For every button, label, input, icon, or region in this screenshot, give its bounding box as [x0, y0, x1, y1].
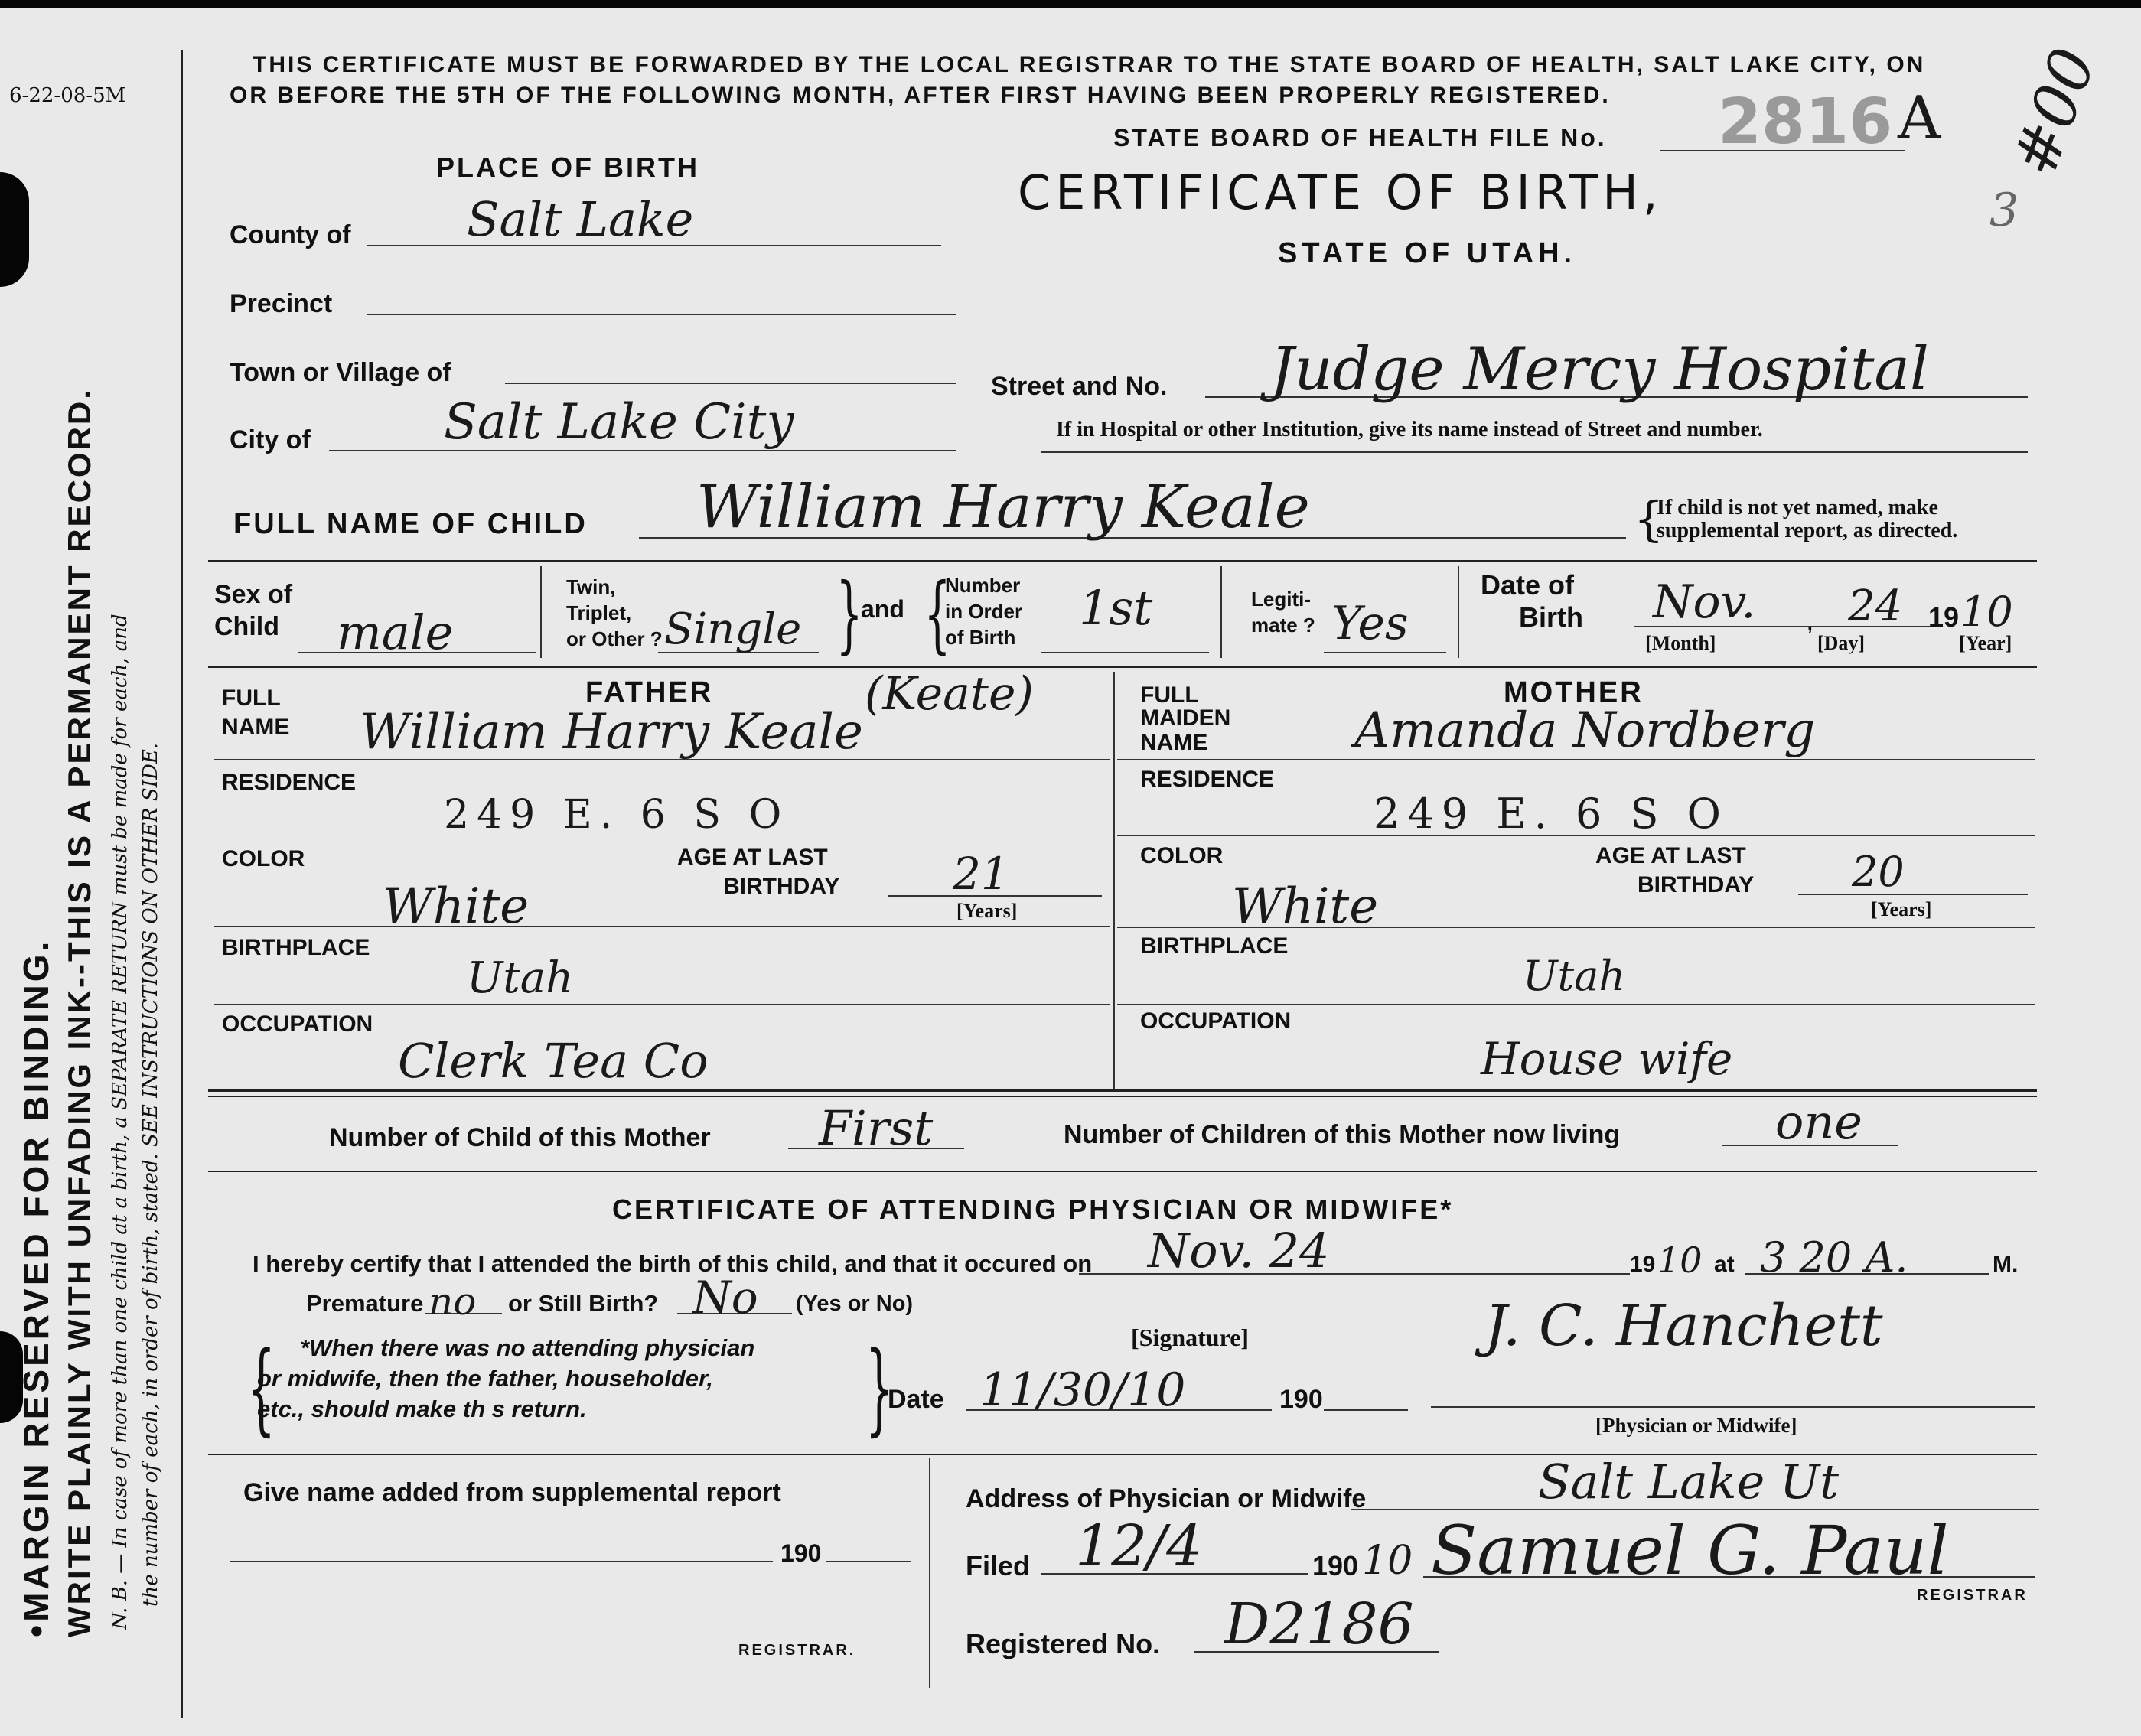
mother-residence-value: 249 E. 6 S O [1374, 790, 1729, 838]
child-name-brace: { [1634, 491, 1664, 547]
rule-physician-top [208, 1171, 2037, 1172]
order-value: 1st [1079, 580, 1153, 636]
note-brace-left: { [246, 1330, 275, 1446]
dob-year-value: 10 [1960, 588, 2013, 636]
father-name-label-line1: FULL [222, 686, 281, 711]
mother-birthplace-value: Utah [1523, 952, 1626, 1000]
twin-brace: } [836, 565, 863, 663]
at-label: at [1714, 1252, 1735, 1277]
sex-label-line2: Child [214, 612, 279, 641]
child-name-note-line1: If child is not yet named, make [1657, 496, 1938, 519]
address-value: Salt Lake Ut [1538, 1454, 1840, 1510]
order-label-line1: Number [945, 574, 1021, 597]
cert-year-prefix: 19 [1630, 1252, 1656, 1277]
rule-parents-top [208, 666, 2037, 668]
note-brace-right: } [865, 1330, 894, 1446]
filed-label: Filed [966, 1550, 1031, 1581]
twin-label-line1: Twin, [566, 575, 616, 598]
mother-years-caption: [Years] [1871, 898, 1932, 920]
mother-residence-label: RESIDENCE [1140, 767, 1275, 792]
meridian-suffix: M. [1993, 1252, 2019, 1277]
father-name-label-line2: NAME [222, 715, 290, 740]
dob-year-prefix: 19 [1928, 601, 1960, 633]
margin-rule [181, 50, 183, 1718]
order-label-line3: of Birth [945, 626, 1016, 649]
city-value: Salt Lake City [444, 394, 794, 451]
forwarding-notice-line2: OR BEFORE THE 5TH OF THE FOLLOWING MONTH, AFTER FIRST HAVING BEEN PROPERLY REGISTERED. [230, 83, 1611, 108]
twin-label-line3: or Other ? [566, 627, 663, 650]
hospital-note: If in Hospital or other Institution, give its name instead of Street and number. [1056, 418, 1763, 441]
father-name-line [214, 759, 1110, 760]
registrar-signature-line [1423, 1576, 2035, 1578]
file-no-note2: 3 [1989, 184, 2019, 237]
divider-order [1220, 566, 1222, 658]
twin-label-line2: Triplet, [566, 601, 632, 624]
father-color-line [214, 926, 1110, 927]
nb-note-line1: N. B. — In case of more than one child at a birth, a SEPARATE RETURN must be made for each, and [109, 614, 132, 1630]
mother-age-line [1798, 894, 2028, 895]
father-name-value: William Harry Keale [360, 704, 863, 761]
signature-caption: [Physician or Midwife] [1595, 1414, 1797, 1437]
living-value: one [1775, 1094, 1862, 1150]
and-label: and [861, 595, 904, 623]
father-residence-value: 249 E. 6 S O [444, 792, 790, 838]
registrar-signature: Samuel G. Paul [1431, 1511, 1949, 1590]
mother-color-line [1117, 927, 2035, 928]
father-age-label-line1: AGE AT LAST [677, 845, 828, 870]
yes-no-hint: (Yes or No) [796, 1291, 914, 1316]
child-name-note-line2: supplemental report, as directed. [1657, 519, 1958, 542]
registrar-caption: REGISTRAR. [738, 1642, 856, 1659]
dob-year-caption: [Year] [1959, 632, 2012, 654]
county-label: County of [230, 220, 351, 249]
sex-label-line1: Sex of [214, 580, 293, 609]
ink-notice: WRITE PLAINLY WITH UNFADING INK--THIS IS A PERMANENT RECORD. [61, 388, 97, 1637]
time-value: 3 20 A. [1760, 1233, 1908, 1282]
premature-label: Premature [306, 1290, 424, 1317]
mother-name-label-line3: NAME [1140, 730, 1208, 755]
note-line1: *When there was no attending physician [300, 1334, 755, 1361]
mother-heading: MOTHER [1504, 676, 1644, 708]
living-label: Number of Children of this Mother now living [1064, 1120, 1621, 1149]
legit-label-line1: Legiti- [1251, 588, 1311, 611]
page-title: CERTIFICATE OF BIRTH, [1018, 164, 1663, 220]
father-birthplace-value: Utah [467, 953, 574, 1003]
legit-line [1324, 652, 1446, 653]
forwarding-notice-line1: THIS CERTIFICATE MUST BE FORWARDED BY THE LOCAL REGISTRAR TO THE STATE BOARD OF HEALTH, SALT LAKE CITY, ON [253, 52, 1926, 77]
dob-day-value: 24 [1848, 581, 1903, 631]
father-birthplace-line [214, 1004, 1110, 1005]
mother-age-label-line2: BIRTHDAY [1638, 872, 1755, 897]
rule-parents-bottom2 [208, 1096, 2037, 1097]
mother-color-value: White [1232, 878, 1379, 935]
supplemental-year-line [826, 1561, 911, 1562]
legit-value: Yes [1331, 597, 1409, 650]
town-line [505, 383, 956, 384]
order-line [1041, 652, 1209, 653]
father-years-caption: [Years] [956, 900, 1018, 922]
father-color-value: White [383, 878, 530, 935]
street-label: Street and No. [991, 372, 1168, 401]
twin-value: Single [664, 604, 802, 654]
premature-value: no [429, 1279, 477, 1324]
filed-year-value: 10 [1362, 1538, 1413, 1584]
father-name-correction: (Keate) [865, 667, 1034, 721]
note-line2: or midwife, then the father, householder, [257, 1365, 713, 1392]
precinct-label: Precinct [230, 289, 333, 318]
mother-name-value: Amanda Nordberg [1354, 702, 1816, 759]
registrar-caption2: REGISTRAR [1917, 1587, 2028, 1604]
cert-date-value: 11/30/10 [979, 1363, 1186, 1417]
signature-label: [Signature] [1131, 1324, 1250, 1351]
note-line3: etc., should make th s return. [257, 1396, 587, 1422]
child-number-label: Number of Child of this Mother [329, 1123, 711, 1152]
scan-edge-top [0, 0, 2141, 8]
divider-parents [1113, 672, 1115, 1089]
signature-line [1431, 1406, 2035, 1408]
mother-birthplace-label: BIRTHPLACE [1140, 933, 1289, 959]
father-birthplace-label: BIRTHPLACE [222, 935, 370, 960]
filed-year-prefix: 190 [1312, 1550, 1359, 1581]
rule-child-top [208, 560, 2037, 562]
father-age-value: 21 [953, 848, 1009, 900]
cert-date-year-line [1324, 1409, 1408, 1411]
binding-hole [0, 172, 29, 287]
file-no-suffix: A [1898, 84, 1941, 153]
legit-label-line2: mate ? [1251, 614, 1315, 637]
supplemental-line [230, 1561, 773, 1562]
file-no-stamp: 2816 [1718, 86, 1893, 158]
file-no-label: STATE BOARD OF HEALTH FILE No. [1113, 124, 1607, 151]
still-birth-value: No [692, 1272, 758, 1324]
dob-day-caption: [Day] [1817, 632, 1866, 654]
precinct-line [367, 314, 956, 315]
father-occupation-value: Clerk Tea Co [398, 1033, 709, 1089]
still-birth-label: or Still Birth? [508, 1290, 659, 1317]
divider-sex [540, 566, 542, 658]
county-value: Salt Lake [467, 191, 694, 247]
hospital-note-line [1041, 451, 2028, 453]
dob-label-line2: Birth [1519, 601, 1583, 633]
divider-footer [929, 1458, 930, 1688]
registered-label: Registered No. [966, 1628, 1161, 1659]
supplemental-label: Give name added from supplemental report [243, 1478, 781, 1507]
mother-name-label-line1: FULL [1140, 682, 1199, 708]
registered-value: D2186 [1224, 1591, 1414, 1657]
cert-year-value: 10 [1657, 1239, 1703, 1281]
town-label: Town or Village of [230, 358, 451, 387]
father-color-label: COLOR [222, 846, 305, 871]
birth-date-value: Nov. 24 [1148, 1223, 1330, 1278]
dob-month-value: Nov. [1653, 575, 1756, 629]
signature-value: J. C. Hanchett [1484, 1293, 1883, 1359]
dob-comma: , [1806, 604, 1814, 637]
physician-heading: CERTIFICATE OF ATTENDING PHYSICIAN OR MIDWIFE* [612, 1194, 1454, 1225]
certify-text: I hereby certify that I attended the birth of this child, and that it occured on [253, 1250, 1093, 1277]
dob-month-caption: [Month] [1645, 632, 1716, 654]
mother-birthplace-line [1117, 1004, 2035, 1005]
place-heading: PLACE OF BIRTH [436, 151, 699, 183]
order-label-line2: in Order [945, 600, 1023, 623]
form-code: 6-22-08-5M [9, 84, 126, 107]
cert-date-label: Date [888, 1385, 944, 1414]
file-no-note: #00 [1998, 39, 2110, 185]
child-name-label: FULL NAME OF CHILD [233, 508, 588, 540]
sex-value: male [337, 604, 454, 660]
mother-name-label-line2: MAIDEN [1140, 705, 1231, 731]
mother-name-line [1117, 759, 2035, 760]
mother-color-label: COLOR [1140, 843, 1224, 868]
mother-age-label-line1: AGE AT LAST [1595, 843, 1746, 868]
mother-occupation-value: House wife [1481, 1033, 1733, 1085]
rule-parents-bottom [208, 1089, 2037, 1092]
filed-value: 12/4 [1075, 1513, 1203, 1579]
address-label: Address of Physician or Midwife [966, 1484, 1367, 1513]
dob-label-line1: Date of [1481, 569, 1575, 601]
child-name-value: William Harry Keale [696, 473, 1310, 542]
child-number-value: First [819, 1100, 934, 1156]
order-brace: { [924, 565, 951, 663]
city-label: City of [230, 425, 311, 454]
mother-residence-line [1117, 835, 2035, 836]
divider-legit [1458, 566, 1459, 658]
father-heading: FATHER [585, 676, 714, 708]
cert-date-year-prefix: 190 [1279, 1385, 1323, 1414]
father-occupation-label: OCCUPATION [222, 1011, 373, 1037]
mother-age-value: 20 [1852, 848, 1905, 896]
father-residence-label: RESIDENCE [222, 770, 357, 795]
nb-note-line2: the number of each, in order of birth, stated. SEE INSTRUCTIONS ON OTHER SIDE. [139, 742, 162, 1607]
supplemental-year: 190 [780, 1539, 822, 1567]
binding-notice: •MARGIN RESERVED FOR BINDING. [16, 938, 56, 1637]
page-subtitle: STATE OF UTAH. [1278, 237, 1577, 269]
street-value: Judge Mercy Hospital [1270, 335, 1929, 404]
mother-occupation-label: OCCUPATION [1140, 1008, 1292, 1034]
father-age-label-line2: BIRTHDAY [723, 874, 840, 899]
